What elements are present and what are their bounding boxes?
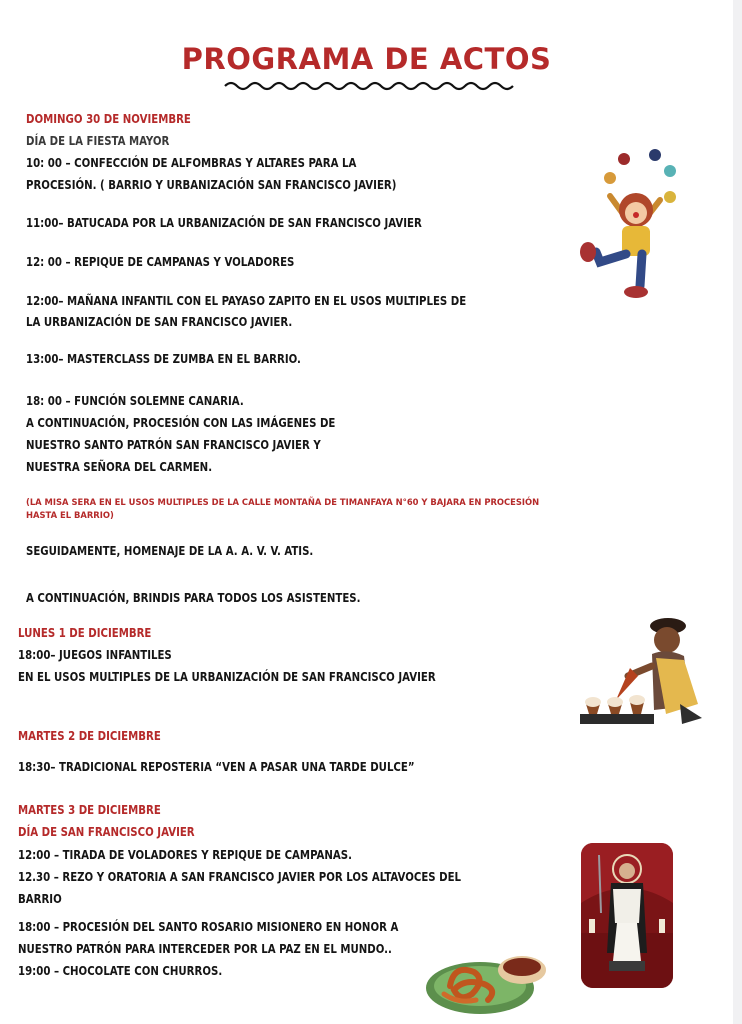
section-heading-tuesday-3: MARTES 3 DE DICIEMBRE (18, 803, 161, 817)
event-line: 18:00 – PROCESIÓN DEL SANTO ROSARIO MISIONERO EN HONOR A (18, 920, 399, 934)
event-line: LA URBANIZACIÓN DE SAN FRANCISCO JAVIER. (26, 315, 293, 329)
event-line: A CONTINUACIÓN, BRINDIS PARA TODOS LOS ASISTENTES. (26, 591, 361, 605)
event-line: BARRIO (18, 892, 62, 906)
event-line: 18:00– JUEGOS INFANTILES (18, 648, 172, 662)
juggling-ball-icon (618, 153, 630, 165)
event-line: EN EL USOS MULTIPLES DE LA URBANIZACIÓN DE SAN FRANCISCO JAVIER (18, 670, 436, 684)
event-line: 18: 00 – FUNCIÓN SOLEMNE CANARIA. (26, 394, 244, 408)
section-heading-monday: LUNES 1 DE DICIEMBRE (18, 626, 152, 640)
event-line: 12: 00 – REPIQUE DE CAMPANAS Y VOLADORES (26, 255, 295, 269)
churros-chocolate-illustration (424, 950, 552, 1020)
event-line: 12:00 – TIRADA DE VOLADORES Y REPIQUE DE CAMPANAS. (18, 848, 352, 862)
event-line: 11:00– BATUCADA POR LA URBANIZACIÓN DE SAN FRANCISCO JAVIER (26, 216, 422, 230)
page-title: PROGRAMA DE ACTOS (181, 42, 552, 76)
event-line: 10: 00 – CONFECCIÓN DE ALFOMBRAS Y ALTARES PARA LA (26, 156, 357, 170)
event-line: NUESTRO PATRÓN PARA INTERCEDER POR LA PAZ EN EL MUNDO.. (18, 942, 392, 956)
mass-note: HASTA EL BARRIO) (26, 510, 114, 520)
juggling-ball-icon (664, 165, 676, 177)
section-heading-sunday: DOMINGO 30 DE NOVIEMBRE (26, 112, 191, 126)
mass-note: (LA MISA SERA EN EL USOS MULTIPLES DE LA CALLE MONTAÑA DE TIMANFAYA N°60 Y BAJARA EN PROCESIÓN (26, 497, 540, 507)
juggling-ball-icon (649, 149, 661, 161)
section-heading-tuesday-2: MARTES 2 DE DICIEMBRE (18, 729, 161, 743)
section-subheading-sunday: DÍA DE LA FIESTA MAYOR (26, 134, 170, 148)
event-line: A CONTINUACIÓN, PROCESIÓN CON LAS IMÁGENES DE (26, 416, 336, 430)
event-line: PROCESIÓN. ( BARRIO Y URBANIZACIÓN SAN FRANCISCO JAVIER) (26, 178, 397, 192)
event-line: SEGUIDAMENTE, HOMENAJE DE LA A. A. V. V. ATIS. (26, 544, 314, 558)
event-line: 19:00 – CHOCOLATE CON CHURROS. (18, 964, 223, 978)
pastry-chef-illustration (572, 614, 714, 730)
event-line: 12.30 – REZO Y ORATORIA A SAN FRANCISCO JAVIER POR LOS ALTAVOCES DEL (18, 870, 462, 884)
event-line: 13:00– MASTERCLASS DE ZUMBA EN EL BARRIO. (26, 352, 301, 366)
event-line: 12:00– MAÑANA INFANTIL CON EL PAYASO ZAPITO EN EL USOS MULTIPLES DE (26, 294, 467, 308)
juggling-ball-icon (664, 191, 676, 203)
juggling-clown-illustration (574, 146, 684, 302)
saint-statue-photo (581, 843, 673, 988)
event-line: NUESTRO SANTO PATRÓN SAN FRANCISCO JAVIER Y (26, 438, 321, 452)
juggling-ball-icon (604, 172, 616, 184)
event-line: 18:30– TRADICIONAL REPOSTERIA “VEN A PASAR UNA TARDE DULCE” (18, 760, 415, 774)
section-subheading-tuesday-3: DÍA DE SAN FRANCISCO JAVIER (18, 825, 195, 839)
wavy-underline (223, 80, 521, 92)
event-line: NUESTRA SEÑORA DEL CARMEN. (26, 460, 213, 474)
